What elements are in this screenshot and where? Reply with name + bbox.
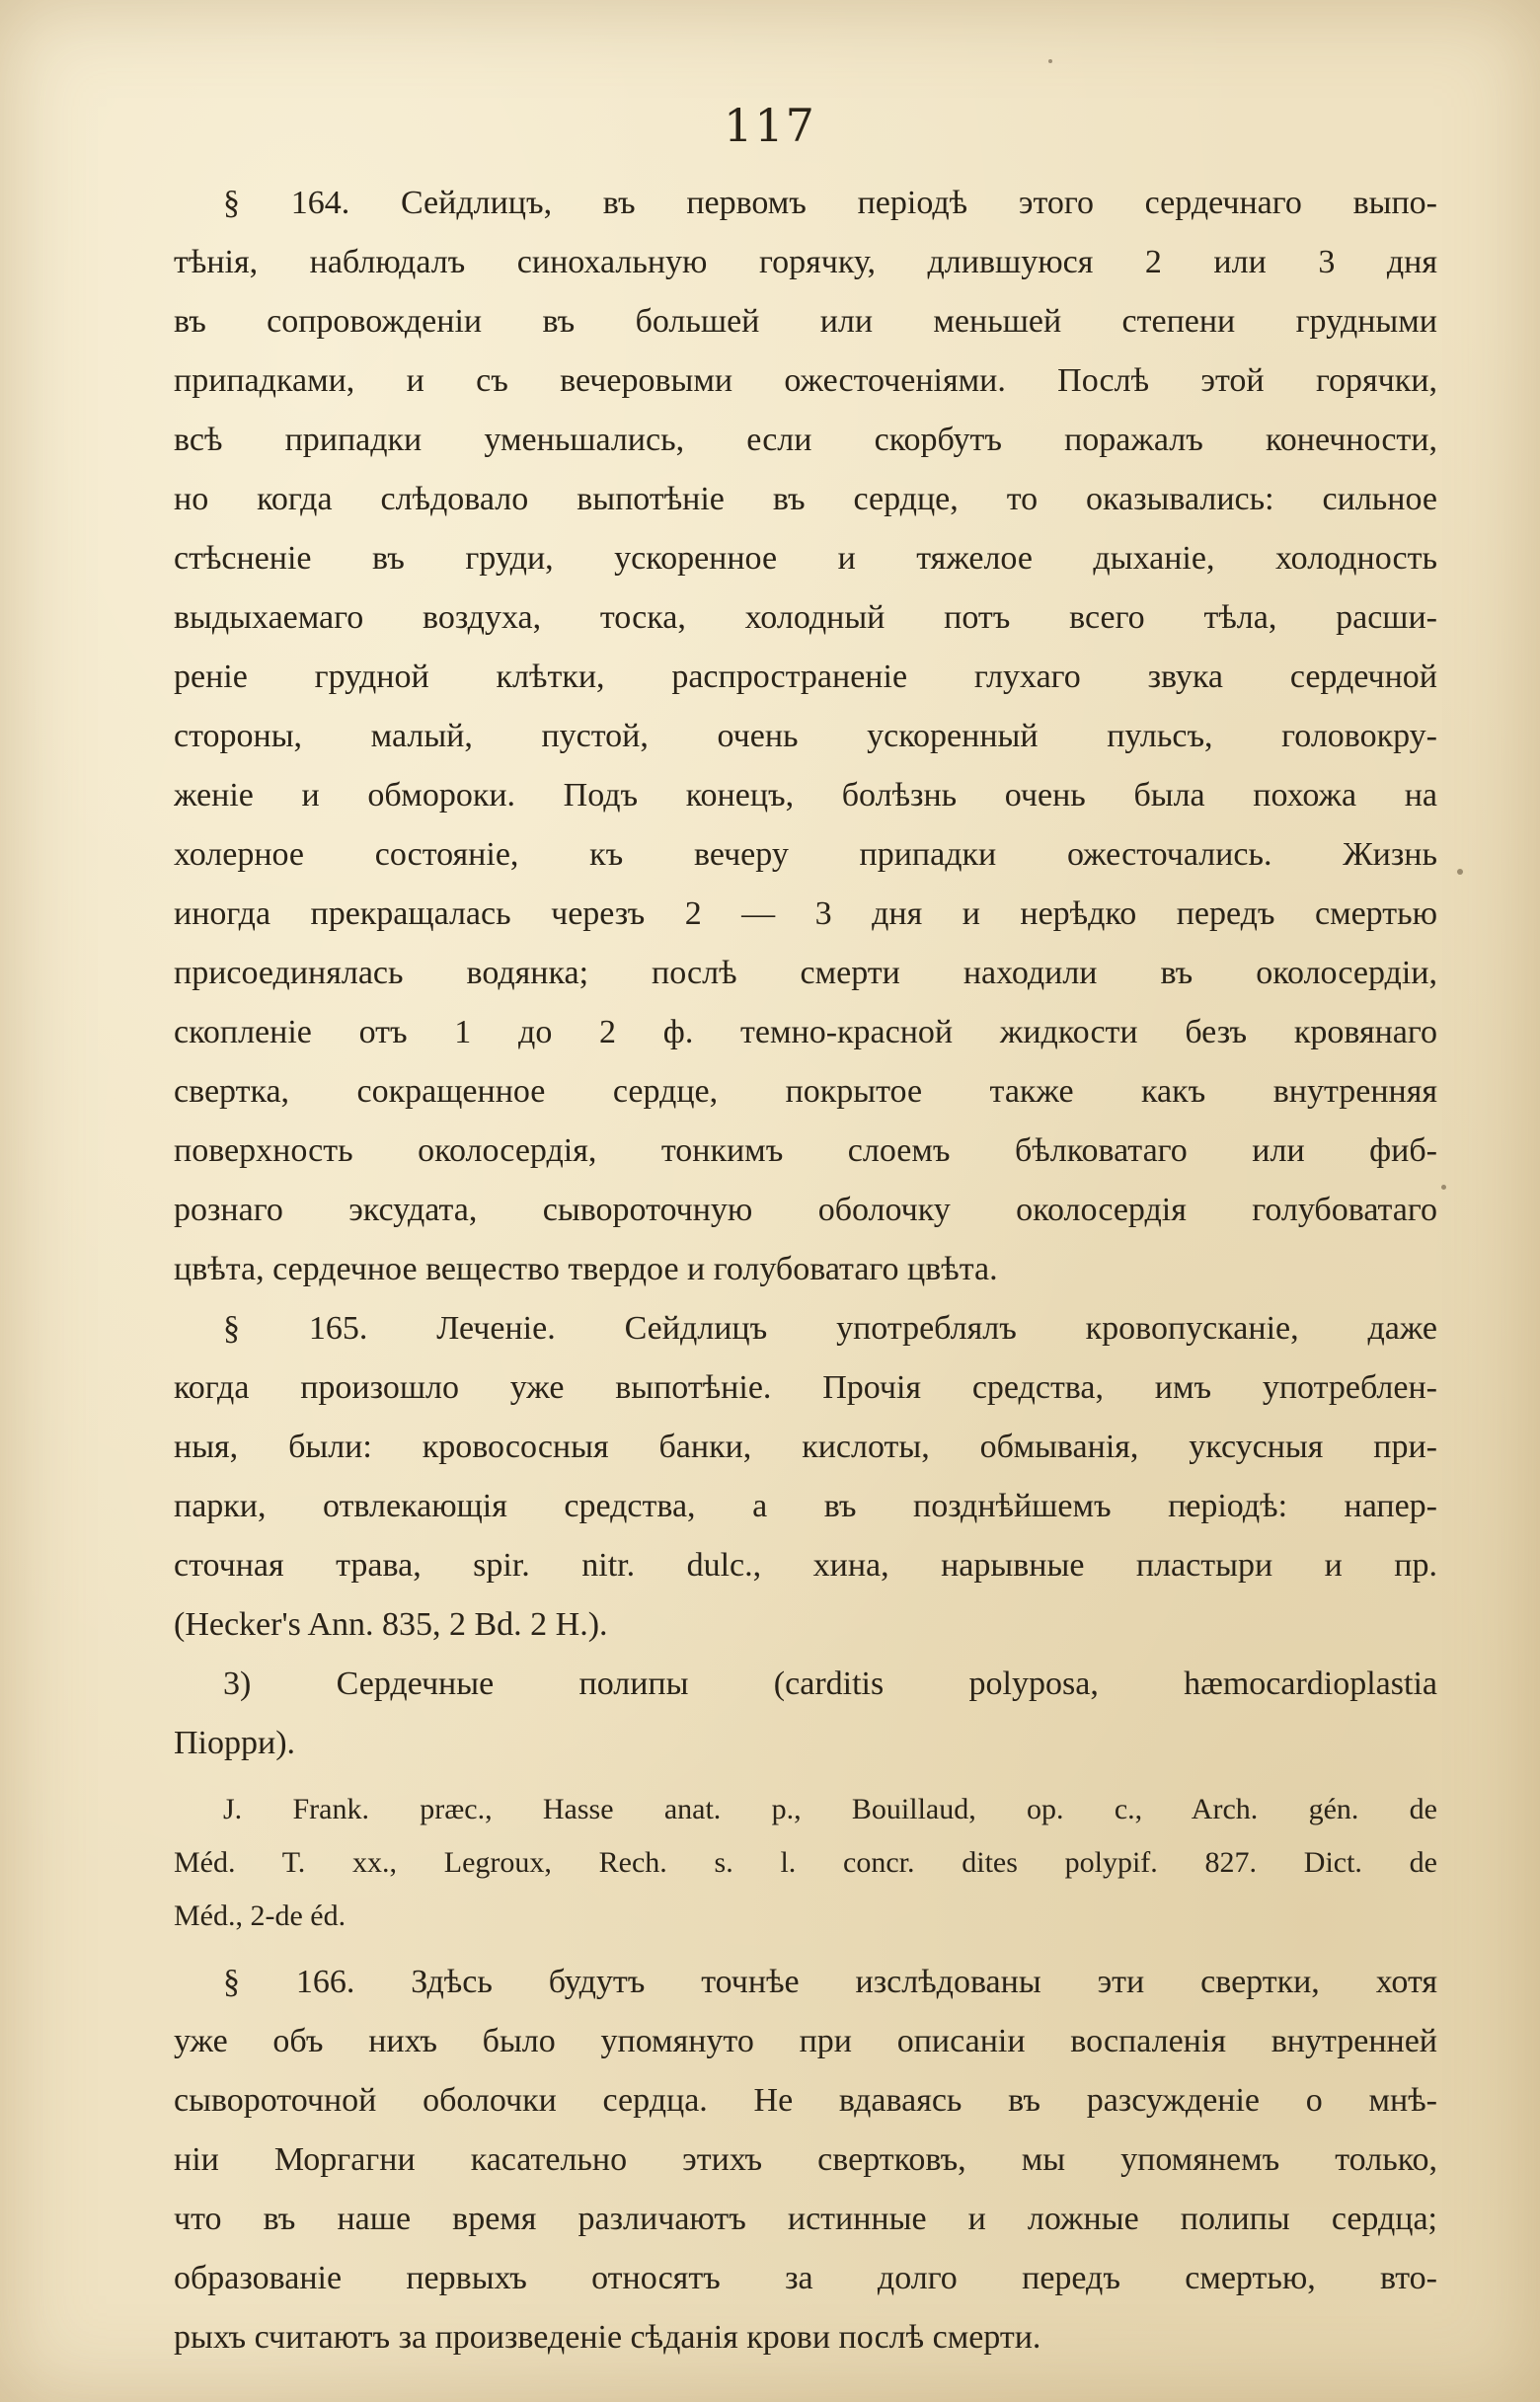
paper-speck	[1048, 59, 1052, 63]
paragraph-165-line: (Hecker's Ann. 835, 2 Bd. 2 H.).	[174, 1606, 608, 1643]
paragraph-166-line: уже объ нихъ было упомянуто при описаніи воспаленія внутренней	[174, 2023, 1437, 2059]
paragraph-164-line: присоединялась водянка; послѣ смерти находили въ околосердіи,	[174, 955, 1437, 991]
paragraph-164-line: § 164. Сейдлицъ, въ первомъ періодѣ этого сердечнаго выпо-	[223, 185, 1437, 221]
paragraph-164-line: свертка, сокращенное сердце, покрытое также какъ внутренняя	[174, 1073, 1437, 1110]
paragraph-164-line: стороны, малый, пустой, очень ускоренный пульсъ, головокру-	[174, 718, 1437, 754]
paragraph-165-line: ныя, были: кровососныя банки, кислоты, обмыванія, уксусныя при-	[174, 1429, 1437, 1465]
paragraph-164-line: тѣнія, наблюдалъ синохальную горячку, длившуюся 2 или 3 дня	[174, 244, 1437, 280]
paragraph-164-line: стѣсненіе въ груди, ускоренное и тяжелое дыханіе, холодность	[174, 540, 1437, 577]
paragraph-165-line: парки, отвлекающія средства, а въ позднѣйшемъ періодѣ: напер-	[174, 1488, 1437, 1524]
paragraph-164-line: выдыхаемаго воздуха, тоска, холодный потъ всего тѣла, расши-	[174, 599, 1437, 636]
paragraph-166-line: рыхъ считаютъ за произведеніе сѣданія крови послѣ смерти.	[174, 2319, 1041, 2356]
paper-speck	[1441, 1185, 1446, 1190]
paragraph-164-line: всѣ припадки уменьшались, если скорбутъ поражалъ конечности,	[174, 422, 1437, 458]
paragraph-164-line: реніе грудной клѣтки, распространеніе глухаго звука сердечной	[174, 659, 1437, 695]
paragraph-165-line: § 165. Леченіе. Сейдлицъ употреблялъ кровопусканіе, даже	[223, 1310, 1437, 1347]
paragraph-164-line: скопленіе отъ 1 до 2 ф. темно-красной жидкости безъ кровянаго	[174, 1014, 1437, 1050]
paragraph-165-line: сточная трава, spir. nitr. dulc., хина, нарывные пластыри и пр.	[174, 1547, 1437, 1584]
paragraph-164-line: цвѣта, сердечное вещество твердое и голубоватаго цвѣта.	[174, 1251, 998, 1287]
section-heading-line: Піорри).	[174, 1725, 296, 1761]
section-heading-line: 3) Сердечные полипы (carditis polyposa, hæmocardioplastia	[223, 1666, 1437, 1702]
paragraph-166-line: сывороточной оболочки сердца. Не вдаваясь въ разсужденіе о мнѣ-	[174, 2082, 1437, 2119]
paragraph-166-line: § 166. Здѣсь будутъ точнѣе изслѣдованы эти свертки, хотя	[223, 1964, 1437, 2000]
paragraph-164-line: поверхность околосердія, тонкимъ слоемъ бѣлковатаго или фиб-	[174, 1132, 1437, 1169]
paragraph-166-line: образованіе первыхъ относятъ за долго передъ смертью, вто-	[174, 2260, 1437, 2296]
text-block	[174, 174, 1437, 2367]
spacer	[174, 1943, 1437, 1953]
paragraph-164-line: въ сопровожденіи въ большей или меньшей степени грудными	[174, 303, 1437, 340]
paragraph-166-line: ніи Моргагни касательно этихъ свертковъ, мы упомянемъ только,	[174, 2141, 1437, 2178]
reference-line: Méd., 2-de éd.	[174, 1899, 346, 1932]
paper-speck	[1185, 1506, 1189, 1510]
paragraph-164-line: но когда слѣдовало выпотѣніе въ сердце, то оказывались: сильное	[174, 481, 1437, 517]
paragraph-164-line: холерное состояніе, къ вечеру припадки ожесточались. Жизнь	[174, 836, 1437, 873]
paragraph-166-line: что въ наше время различаютъ истинные и ложные полипы сердца;	[174, 2201, 1437, 2237]
paragraph-164-line: припадками, и съ вечеровыми ожесточеніями. Послѣ этой горячки,	[174, 362, 1437, 399]
paragraph-165-line: когда произошло уже выпотѣніе. Прочія средства, имъ употреблен-	[174, 1369, 1437, 1406]
reference-line: Méd. T. xx., Legroux, Rech. s. l. concr. dites polypif. 827. Dict. de	[174, 1846, 1437, 1879]
paragraph-164-line: рознаго эксудата, сывороточную оболочку околосердія голубоватаго	[174, 1192, 1437, 1228]
reference-line: J. Frank. præc., Hasse anat. p., Bouillaud, op. c., Arch. gén. de	[223, 1793, 1437, 1825]
spacer	[174, 1773, 1437, 1783]
paragraph-164-line: иногда прекращалась черезъ 2 — 3 дня и нерѣдко передъ смертью	[174, 895, 1437, 932]
paragraph-164-line: женіе и обмороки. Подъ конецъ, болѣзнь очень была похожа на	[174, 777, 1437, 814]
paper-speck	[1457, 869, 1463, 875]
page-number: 117	[724, 99, 816, 152]
